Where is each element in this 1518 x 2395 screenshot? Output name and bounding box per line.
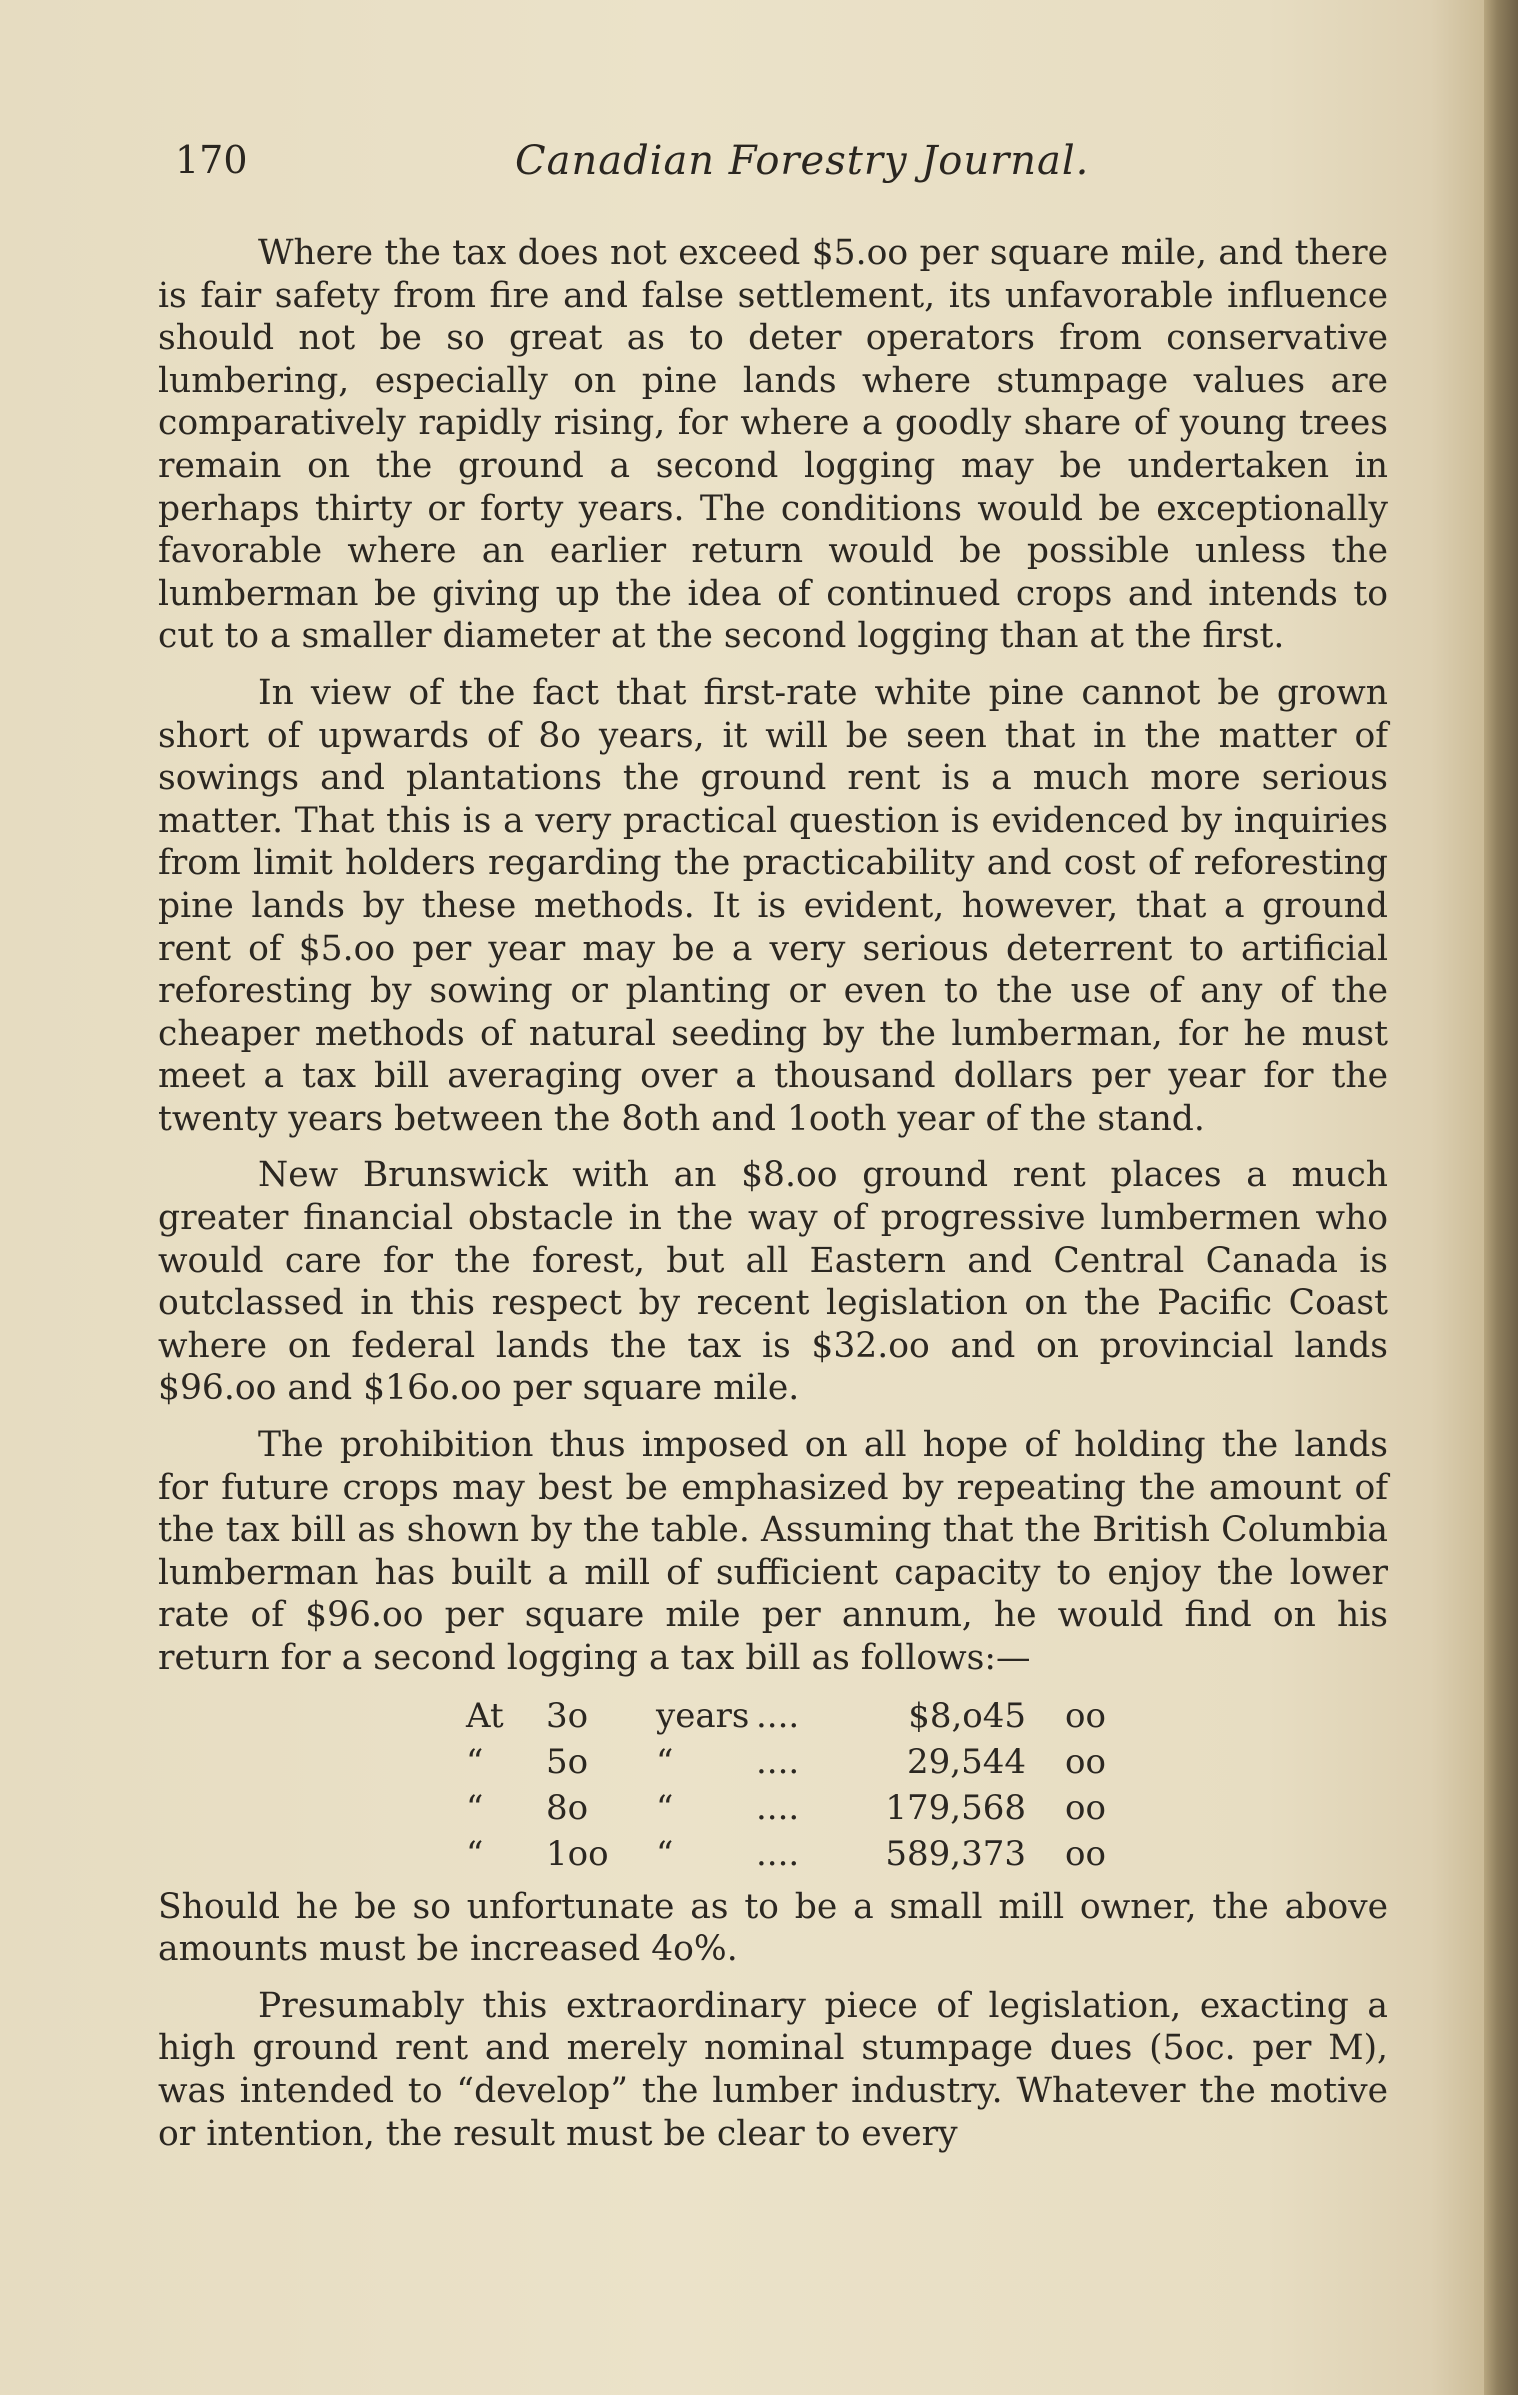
- row-amount: 589,373: [885, 1834, 1026, 1875]
- paragraph-1: Where the tax does not exceed $5.oo per square mile, and there is fair safety from fire and false settlement, its unfavorable influence should not be so great as to deter operators from conservative lumbering, especially on pine lands where stumpage values are comparatively rapidly rising, for where a goodly share of young trees remain on the ground a second logging may be undertaken in perhaps thirty or forty years. The conditions would be exceptionally favorable where an earlier return would be possible unless the lumberman be giving up the idea of continued crops and intends to cut to a smaller diameter at the second logging than at the first.: [158, 233, 1388, 657]
- row-years: 8o: [546, 1788, 589, 1829]
- row-leader-dots: ....: [756, 1696, 800, 1737]
- page-number: 170: [175, 138, 248, 182]
- journal-title: Canadian Forestry Journal.: [515, 138, 1090, 184]
- row-unit: “: [656, 1834, 674, 1875]
- row-leader-dots: ....: [756, 1742, 800, 1783]
- row-prefix: “: [466, 1834, 484, 1875]
- row-cents: oo: [1065, 1696, 1106, 1737]
- row-cents: oo: [1065, 1742, 1106, 1783]
- book-spine-edge: [1484, 0, 1518, 2395]
- row-leader-dots: ....: [756, 1834, 800, 1875]
- table-row: [466, 1786, 1106, 1832]
- row-years: 3o: [546, 1696, 589, 1737]
- row-amount: 29,544: [907, 1742, 1026, 1783]
- row-cents: oo: [1065, 1788, 1106, 1829]
- row-leader-dots: ....: [756, 1788, 800, 1829]
- row-years: 1oo: [546, 1834, 609, 1875]
- paragraph-3: New Brunswick with an $8.oo ground rent places a much greater financial obstacle in the way of progressive lumbermen who would care for the forest, but all Eastern and Central Canada is outclassed in this respect by recent legislation on the Pacific Coast where on federal lands the tax is $32.oo and on provincial lands $96.oo and $16o.oo per square mile.: [158, 1155, 1388, 1409]
- table-row: [466, 1694, 1106, 1740]
- row-prefix: “: [466, 1788, 484, 1829]
- paragraph-5: Should he be so unfortunate as to be a small mill owner, the above amounts must be increased 4o%.: [158, 1886, 1388, 1970]
- row-amount: 179,568: [885, 1788, 1026, 1829]
- row-unit: “: [656, 1788, 674, 1829]
- row-years: 5o: [546, 1742, 589, 1783]
- paragraph-6: Presumably this extraordinary piece of legislation, exacting a high ground rent and merely nominal stumpage dues (5oc. per M), was intended to “develop” the lumber industry. Whatever the motive or intention, the result must be clear to every: [158, 1985, 1388, 2154]
- row-unit: years: [656, 1696, 750, 1737]
- tax-bill-table: [466, 1694, 1106, 1878]
- row-prefix: “: [466, 1742, 484, 1783]
- paragraph-4: The prohibition thus imposed on all hope of holding the lands for future crops may best be emphasized by repeating the amount of the tax bill as shown by the table. Assuming that the British Columbia lumberman has built a mill of sufficient capacity to enjoy the lower rate of $96.oo per square mile per annum, he would find on his return for a second logging a tax bill as follows:—: [158, 1425, 1388, 1678]
- row-unit: “: [656, 1742, 674, 1783]
- paragraph-2: In view of the fact that first-rate white pine cannot be grown short of upwards of 8o years, it will be seen that in the matter of sowings and plantations the ground rent is a much more serious matter. That this is a very practical question is evidenced by inquiries from limit holders regarding the practicability and cost of reforesting pine lands by these methods. It is evident, however, that a ground rent of $5.oo per year may be a very serious deterrent to artificial reforesting by sowing or planting or even to the use of any of the cheaper methods of natural seeding by the lumberman, for he must meet a tax bill averaging over a thousand dollars per year for the twenty years between the 8oth and 1ooth year of the stand.: [158, 672, 1388, 1139]
- row-cents: oo: [1065, 1834, 1106, 1875]
- row-amount: $8,o45: [908, 1696, 1026, 1737]
- table-row: [466, 1740, 1106, 1786]
- page-header: [160, 138, 1390, 198]
- article-body: [158, 232, 1388, 2169]
- table-row: [466, 1832, 1106, 1878]
- row-prefix: At: [466, 1696, 504, 1737]
